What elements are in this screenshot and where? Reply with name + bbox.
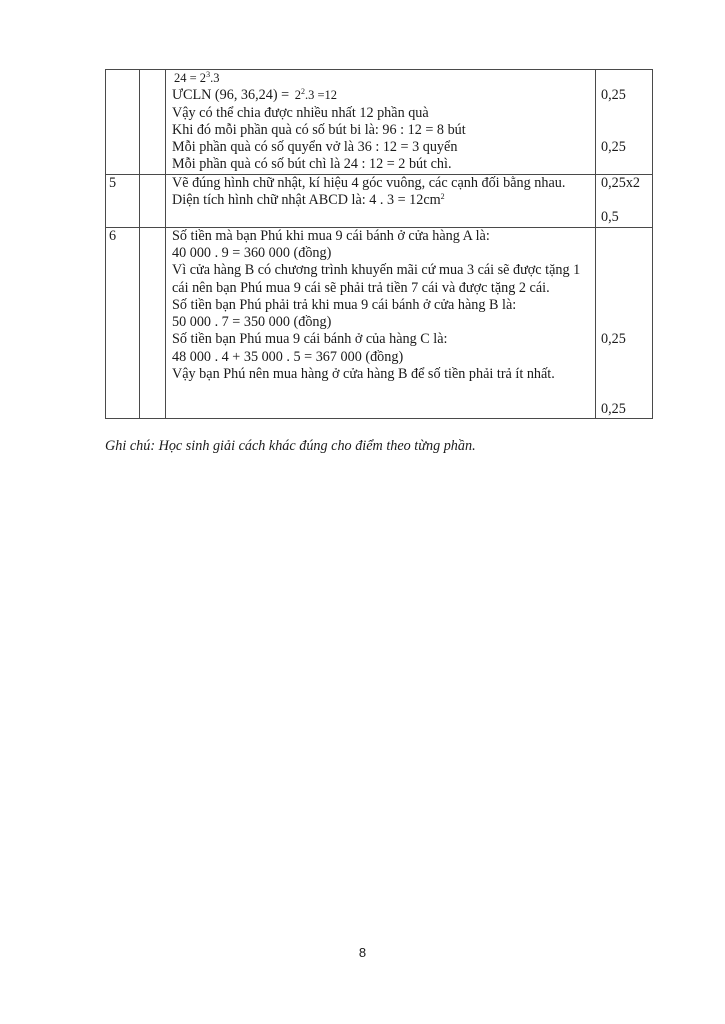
grading-note: Ghi chú: Học sinh giải cách khác đúng cho điểm theo từng phần. xyxy=(105,438,476,454)
answer-line: Số tiền bạn Phú mua 9 cái bánh ở của hàng C là: xyxy=(172,331,448,348)
points-value: 0,25x2 xyxy=(601,174,641,191)
table-row xyxy=(106,70,653,175)
question-number: 5 xyxy=(109,174,117,191)
sub-part-cell xyxy=(140,227,166,418)
table-row xyxy=(106,174,653,227)
points-value: 0,5 xyxy=(601,209,619,226)
points-cell xyxy=(596,70,653,175)
answer-line: Mỗi phần quà có số quyển vở là 36 : 12 = 3 quyển xyxy=(172,139,458,156)
answer-line: Khi đó mỗi phần quà có số bút bi là: 96 : 12 = 8 bút xyxy=(172,121,466,138)
points-value: 0,25 xyxy=(601,400,626,417)
points-value: 0,25 xyxy=(601,139,626,156)
answer-line: Vậy có thể chia được nhiều nhất 12 phần quà xyxy=(172,104,429,121)
answer-line: Số tiền mà bạn Phú khi mua 9 cái bánh ở cửa hàng A là: xyxy=(172,227,490,244)
answer-line: Số tiền bạn Phú phải trả khi mua 9 cái bánh ở cửa hàng B là: xyxy=(172,296,517,313)
answer-line: Mỗi phần quà có số bút chì là 24 : 12 = 2 bút chì. xyxy=(172,156,452,173)
points-cell xyxy=(596,227,653,418)
question-number-cell xyxy=(106,174,140,227)
gcd-line: ƯCLN (96, $36,24) = 2^2.3 =12$ xyxy=(172,87,337,104)
area-line: Diện tích hình chữ nhật ABCD là: 4 . $3 = 12cm^2$ xyxy=(172,192,445,209)
sub-part-cell xyxy=(140,174,166,227)
answer-line: 50 000 . 7 = 350 000 (đồng) xyxy=(172,314,332,331)
answer-cell xyxy=(166,70,596,175)
answer-line: Vẽ đúng hình chữ nhật, kí hiệu 4 góc vuông, các cạnh đối bằng nhau. xyxy=(172,174,566,191)
answer-key-table xyxy=(105,69,653,419)
answer-cell xyxy=(166,227,596,418)
sub-part-cell xyxy=(140,70,166,175)
answer-line: 40 000 . 9 = 360 000 (đồng) xyxy=(172,244,332,261)
factorization-line: $24 = 2^3.3$ xyxy=(174,70,220,85)
answer-line: Vậy bạn Phú nên mua hàng ở cửa hàng B để số tiền phải trả ít nhất. xyxy=(172,366,555,383)
question-number-cell xyxy=(106,227,140,418)
answer-line: Vì cửa hàng B có chương trình khuyến mãi cứ mua 3 cái sẽ được tặng 1 cái nên bạn Phú mua 9 cái sẽ phải trả tiền 7 cái và được tặng 2 cái. xyxy=(172,262,581,296)
table-row xyxy=(106,227,653,418)
answer-cell xyxy=(166,174,596,227)
answer-line: 48 000 . 4 + 35 000 . 5 = 367 000 (đồng) xyxy=(172,348,404,365)
points-value: 0,25 xyxy=(601,331,626,348)
question-number-cell xyxy=(106,70,140,175)
points-value: 0,25 xyxy=(601,87,626,104)
question-number: 6 xyxy=(109,227,117,244)
page-number: 8 xyxy=(358,945,367,960)
points-cell xyxy=(596,174,653,227)
